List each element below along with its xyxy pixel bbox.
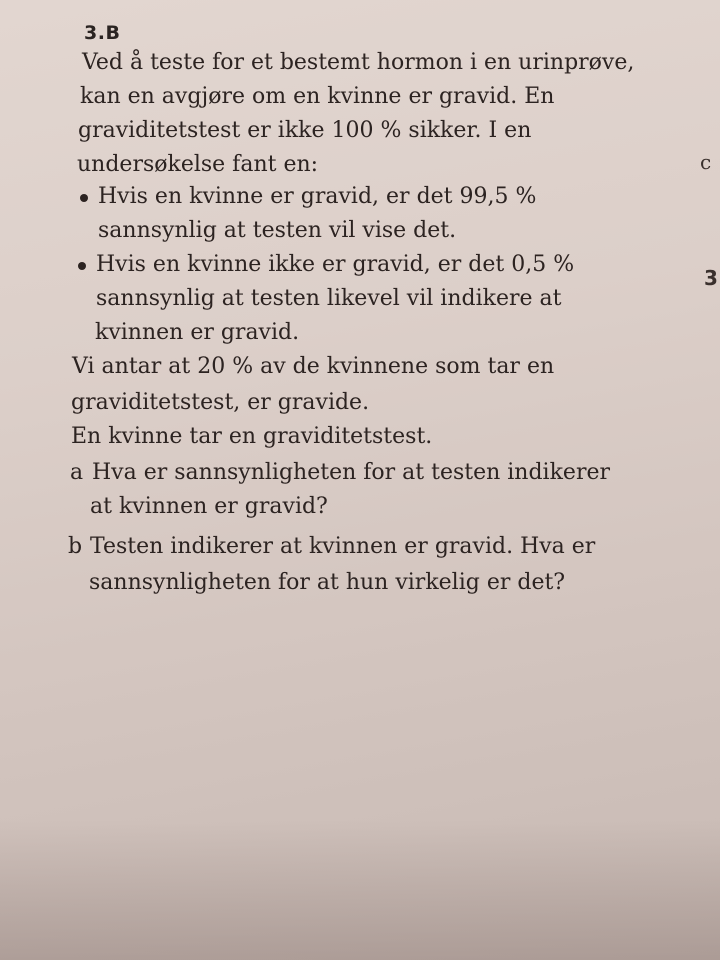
body-line: En kvinne tar en graviditetstest. [71,424,433,449]
exercise-heading: 3.B [84,22,121,44]
bullet-line: sannsynlig at testen vil vise det. [98,218,457,243]
question-line: sannsynligheten for at hun virkelig er det? [89,570,566,595]
margin-fragment: c [700,150,712,174]
bullet-line: sannsynlig at testen likevel vil indikere at [96,286,562,311]
bullet-line: Hvis en kvinne ikke er gravid, er det 0,5 % [96,252,575,277]
bullet-marker [80,194,88,202]
question-label: a [70,460,84,485]
question-label: b [68,534,83,559]
intro-line: Ved å teste for et bestemt hormon i en urinprøve, [82,50,635,75]
question-line: at kvinnen er gravid? [90,494,328,519]
body-line: graviditetstest, er gravide. [71,390,370,415]
intro-line: graviditetstest er ikke 100 % sikker. I en [78,118,532,143]
question-line: Testen indikerer at kvinnen er gravid. Hva er [90,534,596,559]
question-line: Hva er sannsynligheten for at testen indikerer [92,460,610,485]
margin-fragment: 3 [704,266,718,290]
page-shadow [0,820,720,960]
intro-line: undersøkelse fant en: [77,152,319,177]
bullet-line: kvinnen er gravid. [95,320,300,345]
bullet-line: Hvis en kvinne er gravid, er det 99,5 % [98,184,537,209]
intro-line: kan en avgjøre om en kvinne er gravid. En [80,84,555,109]
bullet-marker [78,262,86,270]
body-line: Vi antar at 20 % av de kvinnene som tar en [72,354,555,379]
